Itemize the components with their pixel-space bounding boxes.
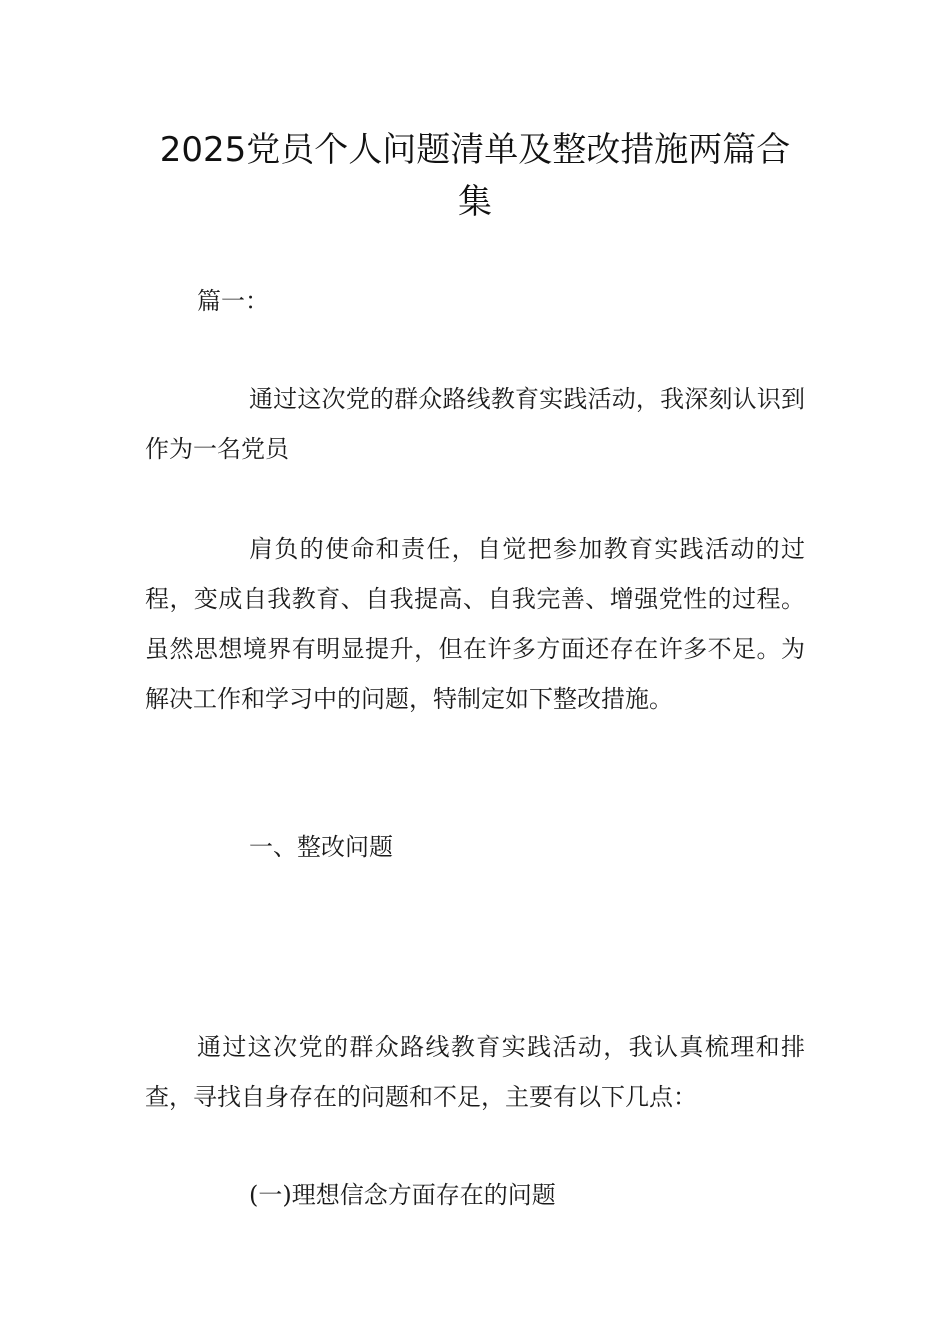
heading-rectification-issues: 一、整改问题 [249,833,393,861]
paragraph-review: 通过这次党的群众路线教育实践活动，我认真梳理和排查，寻找自身存在的问题和不足，主要有以下几点： [145,1033,805,1111]
paragraph-intro: 通过这次党的群众路线教育实践活动，我深刻认识到作为一名党员 [145,385,805,463]
paragraph-responsibility: 肩负的使命和责任，自觉把参加教育实践活动的过程，变成自我教育、自我提高、自我完善、增强党性的过程。虽然思想境界有明显提升，但在许多方面还存在许多不足。为解决工作和学习中的问题，特制定如下整改措施。 [145,535,805,713]
subheading-ideals-beliefs: (一)理想信念方面存在的问题 [249,1181,556,1209]
section-label: 篇一： [197,287,269,315]
document-title: 2025党员个人问题清单及整改措施两篇合集 [159,130,791,222]
